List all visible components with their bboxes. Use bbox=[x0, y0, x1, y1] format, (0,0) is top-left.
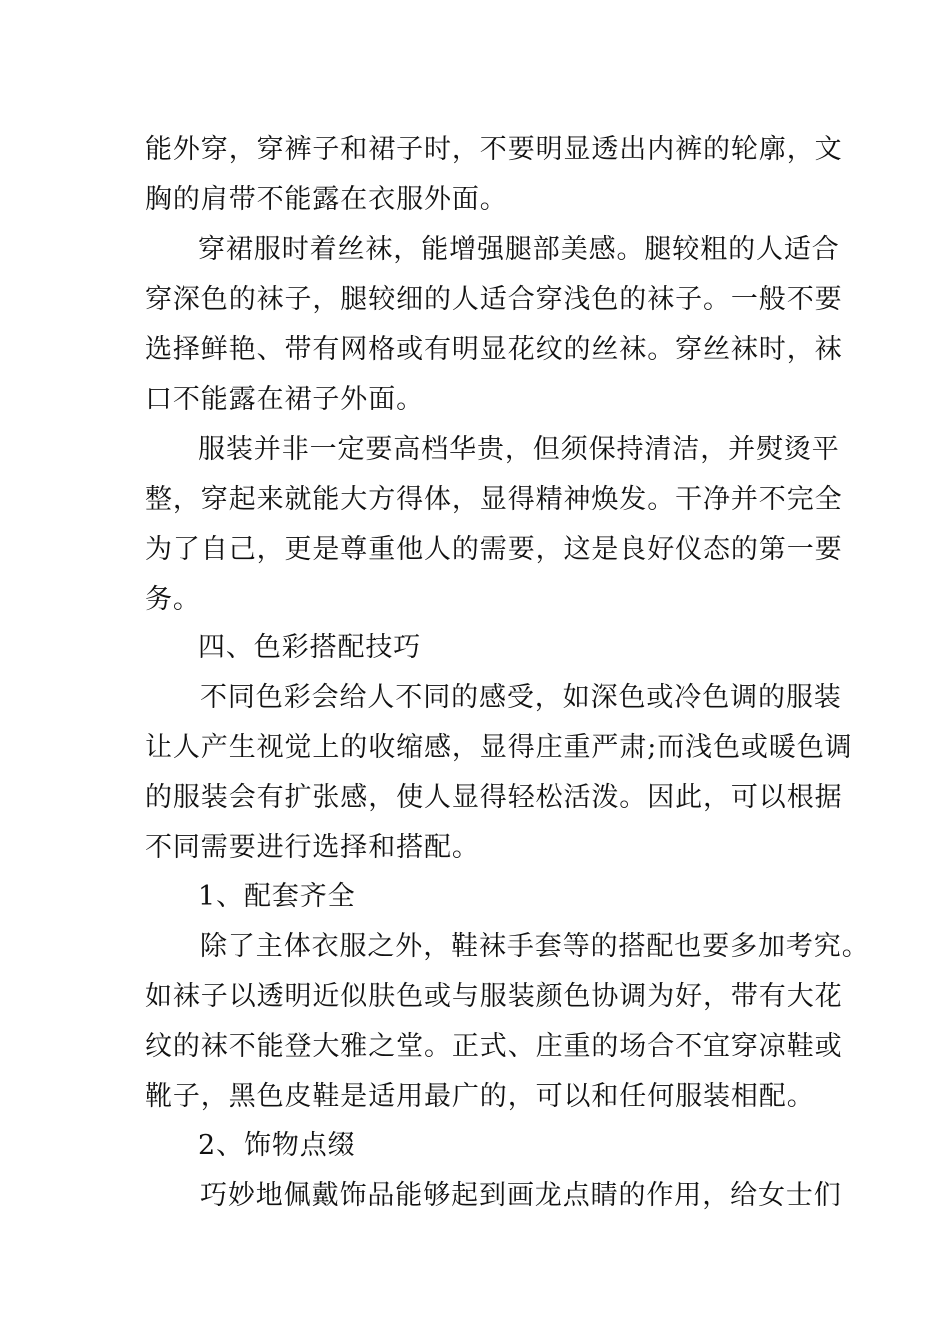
text-line: 能外穿，穿裤子和裙子时，不要明显透出内裤的轮廓，文 bbox=[145, 134, 843, 165]
text-line: 选择鲜艳、带有网格或有明显花纹的丝袜。穿丝袜时，袜 bbox=[145, 334, 843, 365]
text-line: 不同需要进行选择和搭配。 bbox=[145, 832, 480, 863]
paragraph-first-line: 除了主体衣服之外，鞋袜手套等的搭配也要多加考究。 bbox=[200, 931, 870, 962]
section-heading: 四、色彩搭配技巧 bbox=[198, 632, 422, 663]
text-line: 口不能露在裙子外面。 bbox=[145, 384, 424, 415]
text-line: 胸的肩带不能露在衣服外面。 bbox=[145, 184, 508, 215]
paragraph-first-line: 巧妙地佩戴饰品能够起到画龙点睛的作用，给女士们 bbox=[200, 1180, 842, 1211]
text-line: 为了自己，更是尊重他人的需要，这是良好仪态的第一要 bbox=[145, 534, 843, 565]
paragraph-first-line: 穿裙服时着丝袜，能增强腿部美感。腿较粗的人适合 bbox=[198, 234, 840, 265]
text-line: 穿深色的袜子，腿较细的人适合穿浅色的袜子。一般不要 bbox=[145, 284, 843, 315]
text-line: 靴子，黑色皮鞋是适用最广的，可以和任何服装相配。 bbox=[145, 1081, 815, 1112]
text-line: 让人产生视觉上的收缩感，显得庄重严肃;而浅色或暖色调 bbox=[145, 732, 853, 763]
text-line: 务。 bbox=[145, 584, 201, 615]
paragraph-first-line: 不同色彩会给人不同的感受，如深色或冷色调的服装 bbox=[200, 682, 842, 713]
text-line: 如袜子以透明近似肤色或与服装颜色协调为好，带有大花 bbox=[145, 981, 843, 1012]
text-line: 纹的袜不能登大雅之堂。正式、庄重的场合不宜穿凉鞋或 bbox=[145, 1031, 843, 1062]
text-line: 整，穿起来就能大方得体，显得精神焕发。干净并不完全 bbox=[145, 484, 843, 515]
paragraph-first-line: 服装并非一定要高档华贵，但须保持清洁，并熨烫平 bbox=[198, 434, 840, 465]
subsection-heading: 2、饰物点缀 bbox=[198, 1130, 356, 1161]
text-line: 的服装会有扩张感，使人显得轻松活泼。因此，可以根据 bbox=[145, 782, 843, 813]
subsection-heading: 1、配套齐全 bbox=[198, 881, 356, 912]
